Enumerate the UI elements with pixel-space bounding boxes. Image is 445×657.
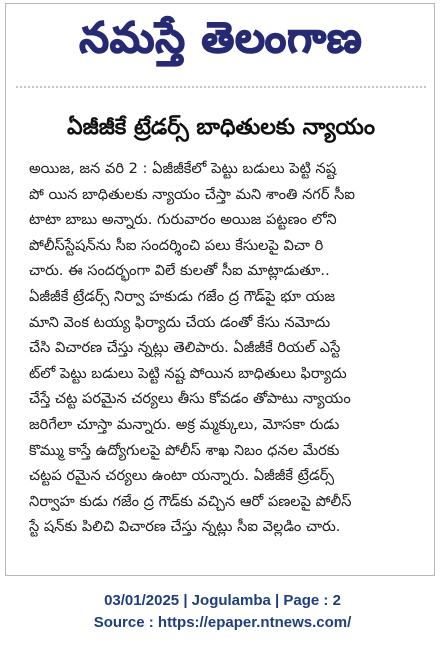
- footer-info: [0, 590, 445, 634]
- body-line: నిర్వాహ కుడు గజేం ద్ర గౌడ్‌కు వచ్చిన ఆరో పణలపై పోలీస్: [29, 492, 352, 510]
- body-line: చేస్తే చట్ట పరమైన చర్యలు తీసు కోవడం తోపాటు న్యాయం: [29, 390, 351, 408]
- body-line: కొమ్ము కాస్తే ఉద్యోగులపై పోలీస్ శాఖ నిబం ధనల మేరకు: [29, 441, 340, 459]
- headline-text: ఏజీజీకే ట్రేడర్స్ బాధితులకు న్యాయం: [67, 115, 375, 140]
- body-line: ఏజీజీకే ట్రేడర్స్ నిర్వా హకుడు గజేం ద్ర గౌడ్‌పై భూ యజ: [29, 287, 336, 305]
- masthead-title: నమస్తే తెలంగాణ: [79, 13, 363, 62]
- body-line: పోలీస్‌స్టేషన్‌ను సీఐ సందర్శించి పలు కేసులపై విచా రి: [29, 236, 324, 254]
- body-line: పో యిన బాధితులకు న్యాయం చేస్తా మని శాంతి నగర్ సీఐ: [29, 185, 355, 203]
- article-body: [29, 156, 427, 540]
- newspaper-clipping: [5, 3, 435, 576]
- dotted-divider: [16, 86, 426, 88]
- body-line: చట్టప రమైన చర్యలు ఉంటా యన్నారు. ఏజీజీకే ట్రేడర్స్: [29, 467, 335, 485]
- article-headline: [6, 110, 435, 150]
- body-line: టాటా బాబు అన్నారు. గురువారం అయిజ పట్టణం లోని: [29, 211, 337, 229]
- footer-date-edition: 03/01/2025 | Jogulamba | Page : 2: [104, 592, 341, 609]
- body-line: చారు. ఈ సందర్భంగా విలే కులతో సీఐ మాట్లాడుతూ..: [29, 262, 330, 280]
- body-line: ట్‌లో పెట్టు బడులు పెట్టి నష్ట పోయిన బాధితులు ఫిర్యాదు: [29, 364, 347, 382]
- body-line: జరిగేలా చూస్తా మన్నారు. అక్ర మ్మక్కులు, మోసకా రుడు: [29, 415, 340, 433]
- body-line: అయిజ, జన వరి 2 : ఏజీజీకేలో పెట్టు బడులు పెట్టి నష్ట: [29, 160, 337, 177]
- masthead: [6, 4, 435, 82]
- body-line: చేసి విచారణ చేస్తు న్నట్లు తెలిపారు. ఏజీజీకే రియల్ ఎస్టే: [29, 339, 341, 357]
- body-line: స్టే షన్‌కు పిలిచి విచారణ చేస్తు న్నట్లు సీఐ వెల్లడిం చారు.: [29, 518, 341, 536]
- footer-source-link[interactable]: Source : https://epaper.ntnews.com/: [93, 614, 352, 631]
- body-line: మాని వెంక టయ్య ఫిర్యాదు చేయ డంతో కేసు నమోదు: [29, 313, 331, 331]
